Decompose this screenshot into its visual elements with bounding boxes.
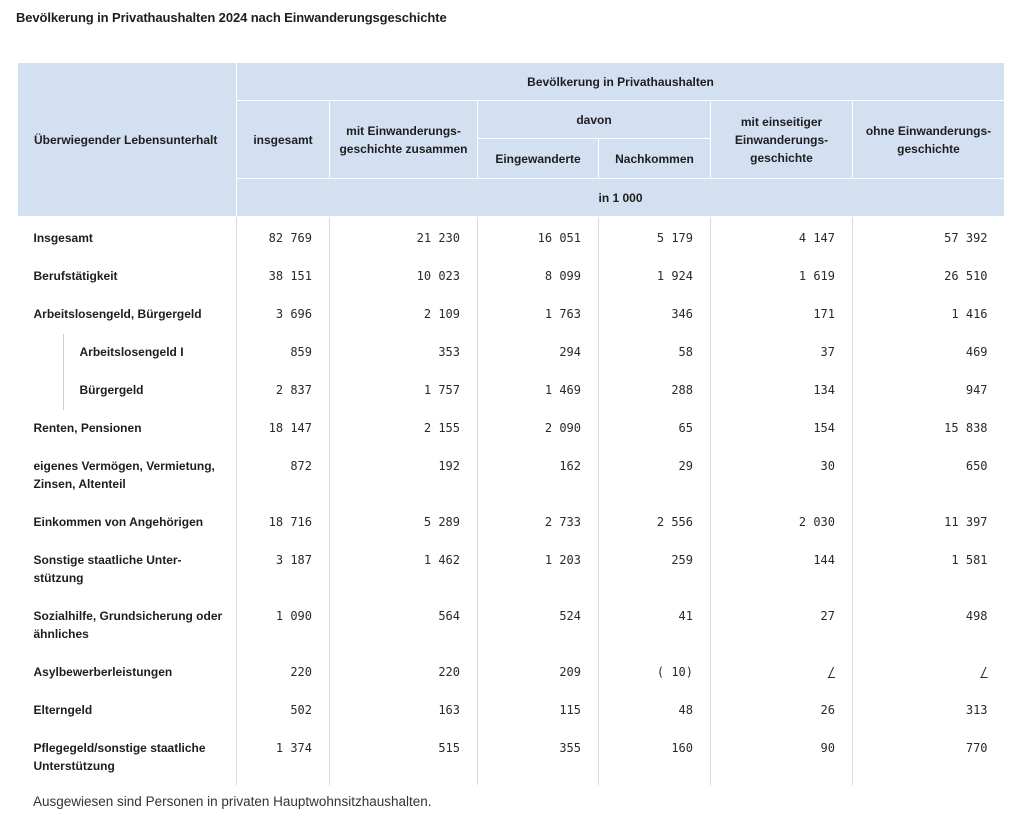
cell: 1 619 <box>711 258 853 296</box>
cell: 134 <box>711 372 853 410</box>
header-eingewanderte: Eingewanderte <box>478 139 599 179</box>
table-row <box>18 692 1005 730</box>
cell: 144 <box>711 542 853 598</box>
cell: 16 051 <box>478 217 599 259</box>
table-row-sub <box>18 334 1005 372</box>
cell: 38 151 <box>237 258 330 296</box>
header-davon: davon <box>478 101 711 139</box>
row-label: Renten, Pensionen <box>33 421 142 435</box>
cell: 346 <box>599 296 711 334</box>
row-label: Einkommen von Angehörigen <box>33 515 204 529</box>
table-row <box>18 730 1005 785</box>
sub-label-text: Arbeitslosengeld I <box>63 334 227 372</box>
cell: 294 <box>478 334 599 372</box>
header-ohne: ohne Einwanderungs-geschichte <box>853 101 1005 179</box>
data-table-container <box>17 62 1004 785</box>
header-mit-einwanderung: mit Einwanderungs-geschichte zusammen <box>330 101 478 179</box>
not-available-mark: / <box>980 665 988 679</box>
cell: 288 <box>599 372 711 410</box>
cell: 27 <box>711 598 853 654</box>
cell: 209 <box>478 654 599 692</box>
cell: 1 924 <box>599 258 711 296</box>
cell: 30 <box>711 448 853 504</box>
row-label-sub <box>18 334 237 372</box>
row-label: Insgesamt <box>33 231 93 245</box>
cell: 469 <box>853 334 1005 372</box>
cell: 163 <box>330 692 478 730</box>
table-row <box>18 448 1005 504</box>
cell: 220 <box>237 654 330 692</box>
row-label: Asylbewerberleistungen <box>33 665 173 679</box>
cell: 21 230 <box>330 217 478 259</box>
cell: 26 510 <box>853 258 1005 296</box>
header-nachkommen: Nachkommen <box>599 139 711 179</box>
cell <box>853 654 1005 692</box>
cell: 2 109 <box>330 296 478 334</box>
cell: 872 <box>237 448 330 504</box>
cell <box>711 654 853 692</box>
row-label: Sonstige staatliche Unter-stützung <box>33 553 182 585</box>
table-row <box>18 542 1005 598</box>
table-row <box>18 258 1005 296</box>
cell: 41 <box>599 598 711 654</box>
cell: 65 <box>599 410 711 448</box>
cell: 2 837 <box>237 372 330 410</box>
cell: 162 <box>478 448 599 504</box>
cell: 947 <box>853 372 1005 410</box>
table-row <box>18 296 1005 334</box>
cell: 502 <box>237 692 330 730</box>
row-label-sub <box>18 372 237 410</box>
cell: 515 <box>330 730 478 785</box>
cell: 1 469 <box>478 372 599 410</box>
header-insgesamt: insgesamt <box>237 101 330 179</box>
cell: 57 392 <box>853 217 1005 259</box>
cell: 355 <box>478 730 599 785</box>
table-row <box>18 504 1005 542</box>
cell: 10 023 <box>330 258 478 296</box>
cell: 4 147 <box>711 217 853 259</box>
table-title: Bevölkerung in Privathaushalten 2024 nach Einwanderungsgeschichte <box>16 10 447 25</box>
footnote: Ausgewiesen sind Personen in privaten Hauptwohnsitzhaushalten. <box>33 794 432 809</box>
header-einseitig: mit einseitiger Einwanderungs-geschichte <box>711 101 853 179</box>
cell: 58 <box>599 334 711 372</box>
cell: 160 <box>599 730 711 785</box>
cell: 82 769 <box>237 217 330 259</box>
cell: 8 099 <box>478 258 599 296</box>
row-label: Berufstätigkeit <box>33 269 118 283</box>
cell: 2 733 <box>478 504 599 542</box>
cell: 220 <box>330 654 478 692</box>
cell: 1 757 <box>330 372 478 410</box>
table-row <box>18 598 1005 654</box>
row-label: Arbeitslosengeld, Bürgergeld <box>33 307 202 321</box>
cell: 498 <box>853 598 1005 654</box>
table-row <box>18 217 1005 259</box>
header-row-label: Überwiegender Lebensunterhalt <box>18 63 237 217</box>
cell: 29 <box>599 448 711 504</box>
cell: 2 155 <box>330 410 478 448</box>
row-label: Pflegegeld/sonstige staatliche Unterstützung <box>33 741 206 773</box>
table-row <box>18 410 1005 448</box>
not-available-mark: / <box>827 665 835 679</box>
cell: 1 090 <box>237 598 330 654</box>
cell: 171 <box>711 296 853 334</box>
cell: 564 <box>330 598 478 654</box>
cell: 770 <box>853 730 1005 785</box>
sub-label-text: Bürgergeld <box>63 372 227 410</box>
row-label: Sozialhilfe, Grundsicherung oder ähnliches <box>33 609 223 641</box>
cell: 37 <box>711 334 853 372</box>
cell: 1 581 <box>853 542 1005 598</box>
cell: 90 <box>711 730 853 785</box>
cell: 524 <box>478 598 599 654</box>
cell: 192 <box>330 448 478 504</box>
cell: 650 <box>853 448 1005 504</box>
cell: 1 763 <box>478 296 599 334</box>
cell: 115 <box>478 692 599 730</box>
table-row <box>18 654 1005 692</box>
cell: 11 397 <box>853 504 1005 542</box>
cell: 48 <box>599 692 711 730</box>
cell: 313 <box>853 692 1005 730</box>
cell: 1 374 <box>237 730 330 785</box>
row-label: Elterngeld <box>33 703 93 717</box>
cell: 259 <box>599 542 711 598</box>
cell: 2 090 <box>478 410 599 448</box>
cell: 18 716 <box>237 504 330 542</box>
cell: 2 556 <box>599 504 711 542</box>
cell: 15 838 <box>853 410 1005 448</box>
header-unit: in 1 000 <box>237 179 1005 217</box>
cell: 859 <box>237 334 330 372</box>
cell: 353 <box>330 334 478 372</box>
cell: ( 10) <box>599 654 711 692</box>
cell: 1 462 <box>330 542 478 598</box>
population-table <box>17 62 1005 785</box>
cell: 1 203 <box>478 542 599 598</box>
cell: 2 030 <box>711 504 853 542</box>
cell: 3 696 <box>237 296 330 334</box>
table-row-sub <box>18 372 1005 410</box>
cell: 154 <box>711 410 853 448</box>
header-group: Bevölkerung in Privathaushalten <box>237 63 1005 101</box>
cell: 1 416 <box>853 296 1005 334</box>
cell: 3 187 <box>237 542 330 598</box>
row-label: eigenes Vermögen, Vermietung, Zinsen, Altenteil <box>33 459 215 491</box>
cell: 18 147 <box>237 410 330 448</box>
cell: 26 <box>711 692 853 730</box>
cell: 5 179 <box>599 217 711 259</box>
cell: 5 289 <box>330 504 478 542</box>
